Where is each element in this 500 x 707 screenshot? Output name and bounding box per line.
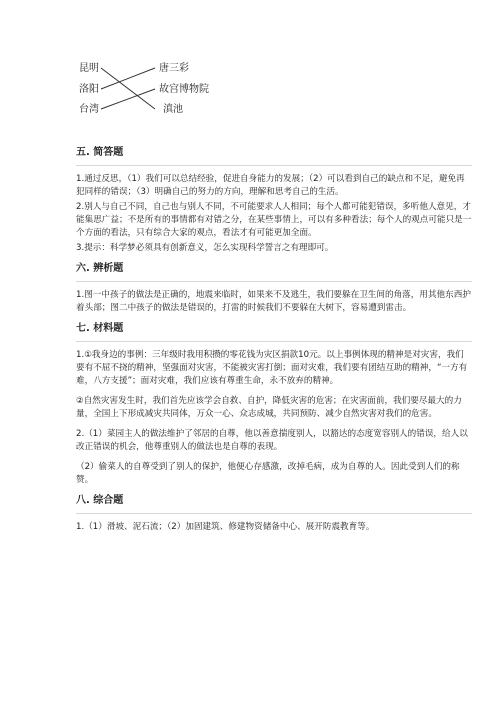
section-short-answer [76,146,472,255]
section-analysis [76,262,472,315]
match-line-luoyang-tangsancai [101,68,155,89]
divider [76,281,472,282]
section-title: 七. 材料题 [76,323,124,334]
answer-paragraph: 2.别人与自己不同，自己也与别人不同，不可能要求人人相同；每个人都可能犯错误，多听他人意见，才能集思广益；不是所有的事情都有对错之分，在某些事情上，可以有多种看法；每个人的观点可能只是一个方面的看法，只有综合大家的观点，看法才有可能更加全面。 [76,202,472,238]
answer-paragraph: 3.提示：科学梦必须具有创新意义，怎么实现科学誓言之有理即可。 [76,243,334,253]
divider [76,341,472,342]
answer-paragraph: 1.①我身边的事例：三年级时我用积攒的零花钱为灾区捐款10元。以上事例体现的精神是对灾害，我们要有不屈不挠的精神，坚强面对灾害，不能被灾害打倒；面对灾难，我们要有团结互助的精神，“一方有难，八方支援”；面对灾难，我们应该有尊重生命，永不放弃的精神。 [76,350,468,386]
section-material [76,322,472,487]
section-title: 六. 辨析题 [76,263,124,274]
matching-exercise [0,0,500,130]
match-right-1: 唐三彩 [159,63,189,74]
section-title: 八. 综合题 [76,495,124,506]
match-right-2: 故宫博物院 [159,84,209,95]
answer-paragraph: （2）偷菜人的自尊受到了别人的保护，他便心存感激，改掉毛病，成为自尊的人。因此受到人们的称赞。 [76,462,460,485]
match-line-taiwan-gugong [101,89,155,109]
answer-paragraph: 1.通过反思，（1）我们可以总结经验，促进自身能力的发展；（2）可以看到自己的缺点和不足，避免再犯同样的错误；（3）明确自己的努力的方向，理解和思考自己的生活。 [76,174,465,197]
divider [76,165,472,166]
match-left-2: 洛阳 [79,84,99,95]
answer-paragraph: 1.图一中孩子的做法是正确的，地震来临时，如果来不及逃生，我们要躲在卫生间的角落，用其他东西护着头部；图二中孩子的做法是错误的，打雷的时候我们不要躲在大树下，容易遭到雷击。 [76,290,471,313]
answer-sections [76,140,472,541]
divider [76,513,472,514]
section-title: 五. 简答题 [76,147,124,158]
match-left-1: 昆明 [79,63,99,74]
match-left-3: 台湾 [79,104,99,115]
match-right-3: 滇池 [163,104,183,115]
matching-lines [0,0,500,130]
answer-paragraph: 1.（1）滑坡、泥石流；（2）加固建筑、修建物资储备中心、展开防震教育等。 [76,522,375,532]
answer-paragraph: ②自然灾害发生时，我们首先应该学会自救、自护，降低灾害的危害；在灾害面前，我们要尽最大的力量，全国上下形成减灾共同体，万众一心、众志成城，共同预防、减少自然灾害对我们的危害。 [76,396,462,419]
section-comprehensive [76,494,472,534]
answer-paragraph: 2.（1）菜园主人的做法维护了邻居的自尊，他以善意揣度别人，以豁达的态度宽容别人的错误，给人以改正错误的机会，他尊重别人的做法也是自尊的表现。 [76,429,468,452]
match-line-kunming-dianchi [101,68,155,109]
